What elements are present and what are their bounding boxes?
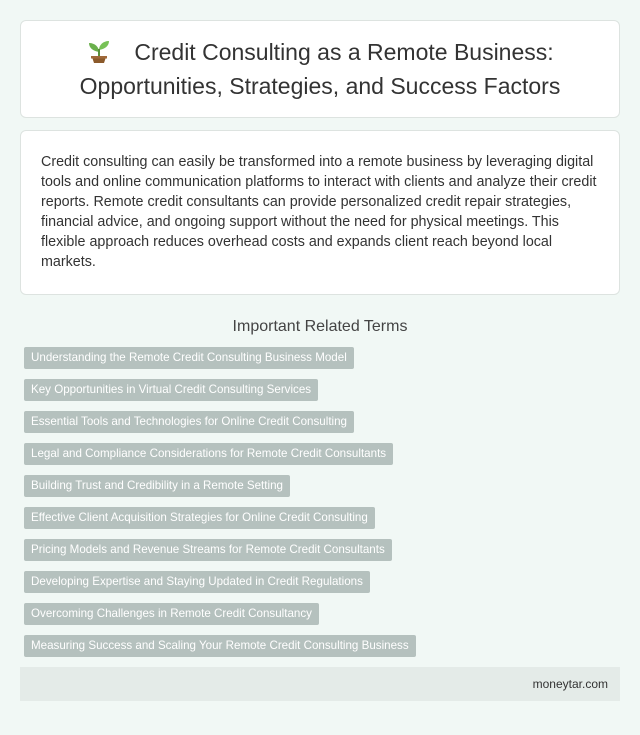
related-term-link[interactable]: Developing Expertise and Staying Updated in Credit Regulations <box>24 571 370 593</box>
title-card <box>20 20 620 118</box>
related-term-link[interactable]: Measuring Success and Scaling Your Remote Credit Consulting Business <box>24 635 416 657</box>
related-term-link[interactable]: Key Opportunities in Virtual Credit Consulting Services <box>24 379 318 401</box>
related-term-link[interactable]: Legal and Compliance Considerations for Remote Credit Consultants <box>24 443 393 465</box>
footer <box>20 667 620 701</box>
related-term-link[interactable]: Pricing Models and Revenue Streams for Remote Credit Consultants <box>24 539 392 561</box>
sprout-icon <box>86 38 112 71</box>
description-card <box>20 130 620 295</box>
related-term-link[interactable]: Overcoming Challenges in Remote Credit Consultancy <box>24 603 319 625</box>
title-text: Credit Consulting as a Remote Business: Opportunities, Strategies, and Success Factors <box>79 39 561 99</box>
related-terms-heading: Important Related Terms <box>232 318 408 335</box>
related-term-link[interactable]: Effective Client Acquisition Strategies for Online Credit Consulting <box>24 507 375 529</box>
related-term-link[interactable]: Understanding the Remote Credit Consulting Business Model <box>24 347 354 369</box>
related-term-link[interactable]: Essential Tools and Technologies for Online Credit Consulting <box>24 411 354 433</box>
page-title <box>41 37 599 101</box>
related-term-link[interactable]: Building Trust and Credibility in a Remote Setting <box>24 475 290 497</box>
description-text: Credit consulting can easily be transformed into a remote business by leveraging digital tools and online communication platforms to interact with clients and analyze their credit reports. Remote credit consultants can provide personalized credit repair strategies, financial advice, and ongoing support without the need for physical meetings. This flexible approach reduces overhead costs and expands client reach beyond local markets. <box>41 154 597 270</box>
related-terms-list <box>20 347 620 657</box>
footer-site-link[interactable]: moneytar.com <box>532 677 608 691</box>
